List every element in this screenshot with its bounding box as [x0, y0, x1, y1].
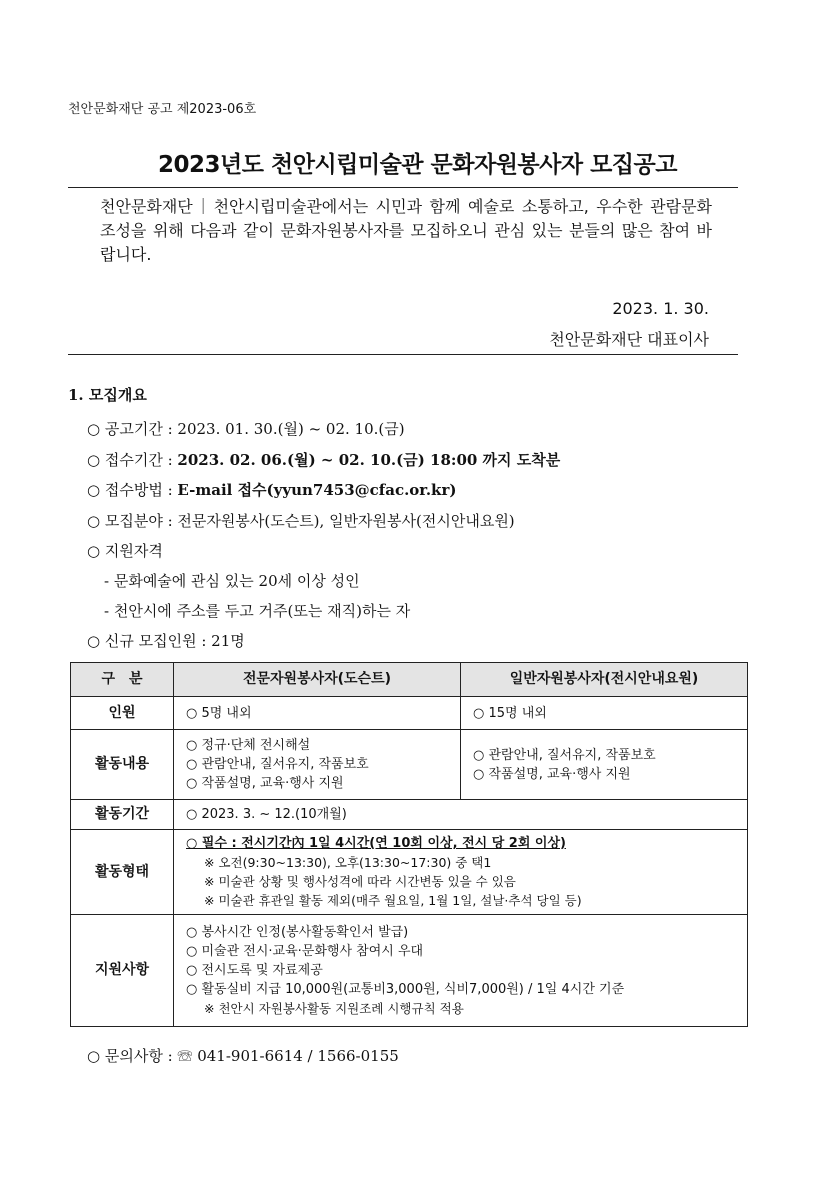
list-item: ○ 작품설명, 교육·행사 지원 — [186, 776, 344, 791]
general-activities — [461, 730, 748, 800]
table-row — [71, 697, 748, 730]
intro-paragraph: 천안문화재단｜천안시립미술관에서는 시민과 함께 예술로 소통하고, 우수한 관람문화 조성을 위해 다음과 같이 문화자원봉사자를 모집하오니 관심 있는 분들의 많은 참여 바랍니다. — [100, 197, 712, 264]
row-label: 지원사항 — [71, 915, 174, 1027]
phone-icon: ☏ — [177, 1047, 193, 1065]
notice-number: 천안문화재단 공고 제2023-06호 — [68, 102, 257, 117]
qualification-item: - 천안시에 주소를 두고 거주(또는 재직)하는 자 — [104, 602, 411, 620]
qualification-heading — [87, 540, 163, 561]
recruit-field — [87, 510, 515, 531]
item-label: ○ 지원자격 — [87, 542, 163, 560]
table-row — [71, 830, 748, 915]
notice-signer: 천안문화재단 대표이사 — [549, 330, 709, 349]
bottom-divider — [68, 354, 738, 355]
list-item: ○ 활동실비 지급 10,000원(교통비3,000원, 식비7,000원) / 1일 4시간 기준 — [186, 982, 625, 997]
item-label: ○ 공고기간 : — [87, 420, 178, 438]
list-item: ○ 관람안내, 질서유지, 작품보호 — [473, 747, 656, 763]
note-item: ※ 오전(9:30~13:30), 오후(13:30~17:30) 중 택1 — [204, 855, 492, 870]
qualification-item: - 문화예술에 관심 있는 20세 이상 성인 — [104, 572, 360, 590]
item-value: 전문자원봉사(도슨트), 일반자원봉사(전시안내요원) — [177, 512, 515, 530]
activity-period: ○ 2023. 3. ~ 12.(10개월) — [174, 800, 748, 830]
activity-form — [174, 830, 748, 915]
item-label: ○ 접수기간 : — [87, 451, 178, 469]
header-docent: 전문자원봉사자(도슨트) — [174, 663, 461, 697]
header-category: 구 분 — [71, 663, 174, 697]
list-item: ○ 봉사시간 인정(봉사활동확인서 발급) — [186, 925, 409, 940]
docent-activities — [174, 730, 461, 800]
note-item: ※ 미술관 휴관일 활동 제외(매주 월요일, 1월 1일, 설날·추석 당일 등) — [204, 893, 582, 908]
item-label: ○ 접수방법 : — [87, 481, 178, 499]
docent-personnel: ○ 5명 내외 — [174, 697, 461, 730]
item-value: E-mail 접수(yyun7453@cfac.or.kr) — [177, 481, 457, 499]
recruit-count: ○ 신규 모집인원 : 21명 — [87, 632, 245, 650]
item-value: 2023. 01. 30.(월) ~ 02. 10.(금) — [177, 420, 405, 438]
table-row — [71, 730, 748, 800]
application-period — [87, 449, 560, 470]
notice-date: 2023. 1. 30. — [612, 299, 709, 318]
list-item: ○ 전시도록 및 자료제공 — [186, 963, 323, 978]
list-item: ○ 미술관 전시·교육·문화행사 참여시 우대 — [186, 944, 424, 959]
row-label: 인원 — [71, 697, 174, 730]
list-item: ○ 작품설명, 교육·행사 지원 — [473, 766, 631, 782]
top-divider — [68, 187, 738, 188]
support-details — [174, 915, 748, 1027]
item-value: 2023. 02. 06.(월) ~ 02. 10.(금) 18:00 까지 도착분 — [177, 451, 561, 469]
contact-line — [87, 1045, 399, 1066]
row-label: 활동형태 — [71, 830, 174, 915]
header-general: 일반자원봉사자(전시안내요원) — [461, 663, 748, 697]
table-row — [71, 800, 748, 830]
section-heading: 1. 모집개요 — [68, 386, 147, 404]
contact-phone: 041-901-6614 / 1566-0155 — [197, 1047, 399, 1065]
application-method — [87, 479, 456, 500]
table-row — [71, 915, 748, 1027]
note-item: ※ 천안시 자원봉사활동 지원조례 시행규칙 적용 — [204, 1001, 464, 1016]
page-title: 2023년도 천안시립미술관 문화자원봉사자 모집공고 — [158, 152, 677, 178]
contact-label: ○ 문의사항 : — [87, 1047, 178, 1065]
list-item: ○ 정규·단체 전시해설 — [186, 738, 311, 753]
row-label: 활동내용 — [71, 730, 174, 800]
general-personnel: ○ 15명 내외 — [461, 697, 748, 730]
item-label: ○ 모집분야 : — [87, 512, 178, 530]
announcement-period — [87, 418, 405, 439]
list-item: ○ 관람안내, 질서유지, 작품보호 — [186, 757, 369, 772]
recruitment-table — [70, 662, 748, 1027]
row-label: 활동기간 — [71, 800, 174, 830]
table-header-row — [71, 663, 748, 697]
required-schedule: ○ 필수 : 전시기간內 1일 4시간(연 10회 이상, 전시 당 2회 이상) — [186, 836, 566, 851]
note-item: ※ 미술관 상황 및 행사성격에 따라 시간변동 있을 수 있음 — [204, 874, 516, 889]
